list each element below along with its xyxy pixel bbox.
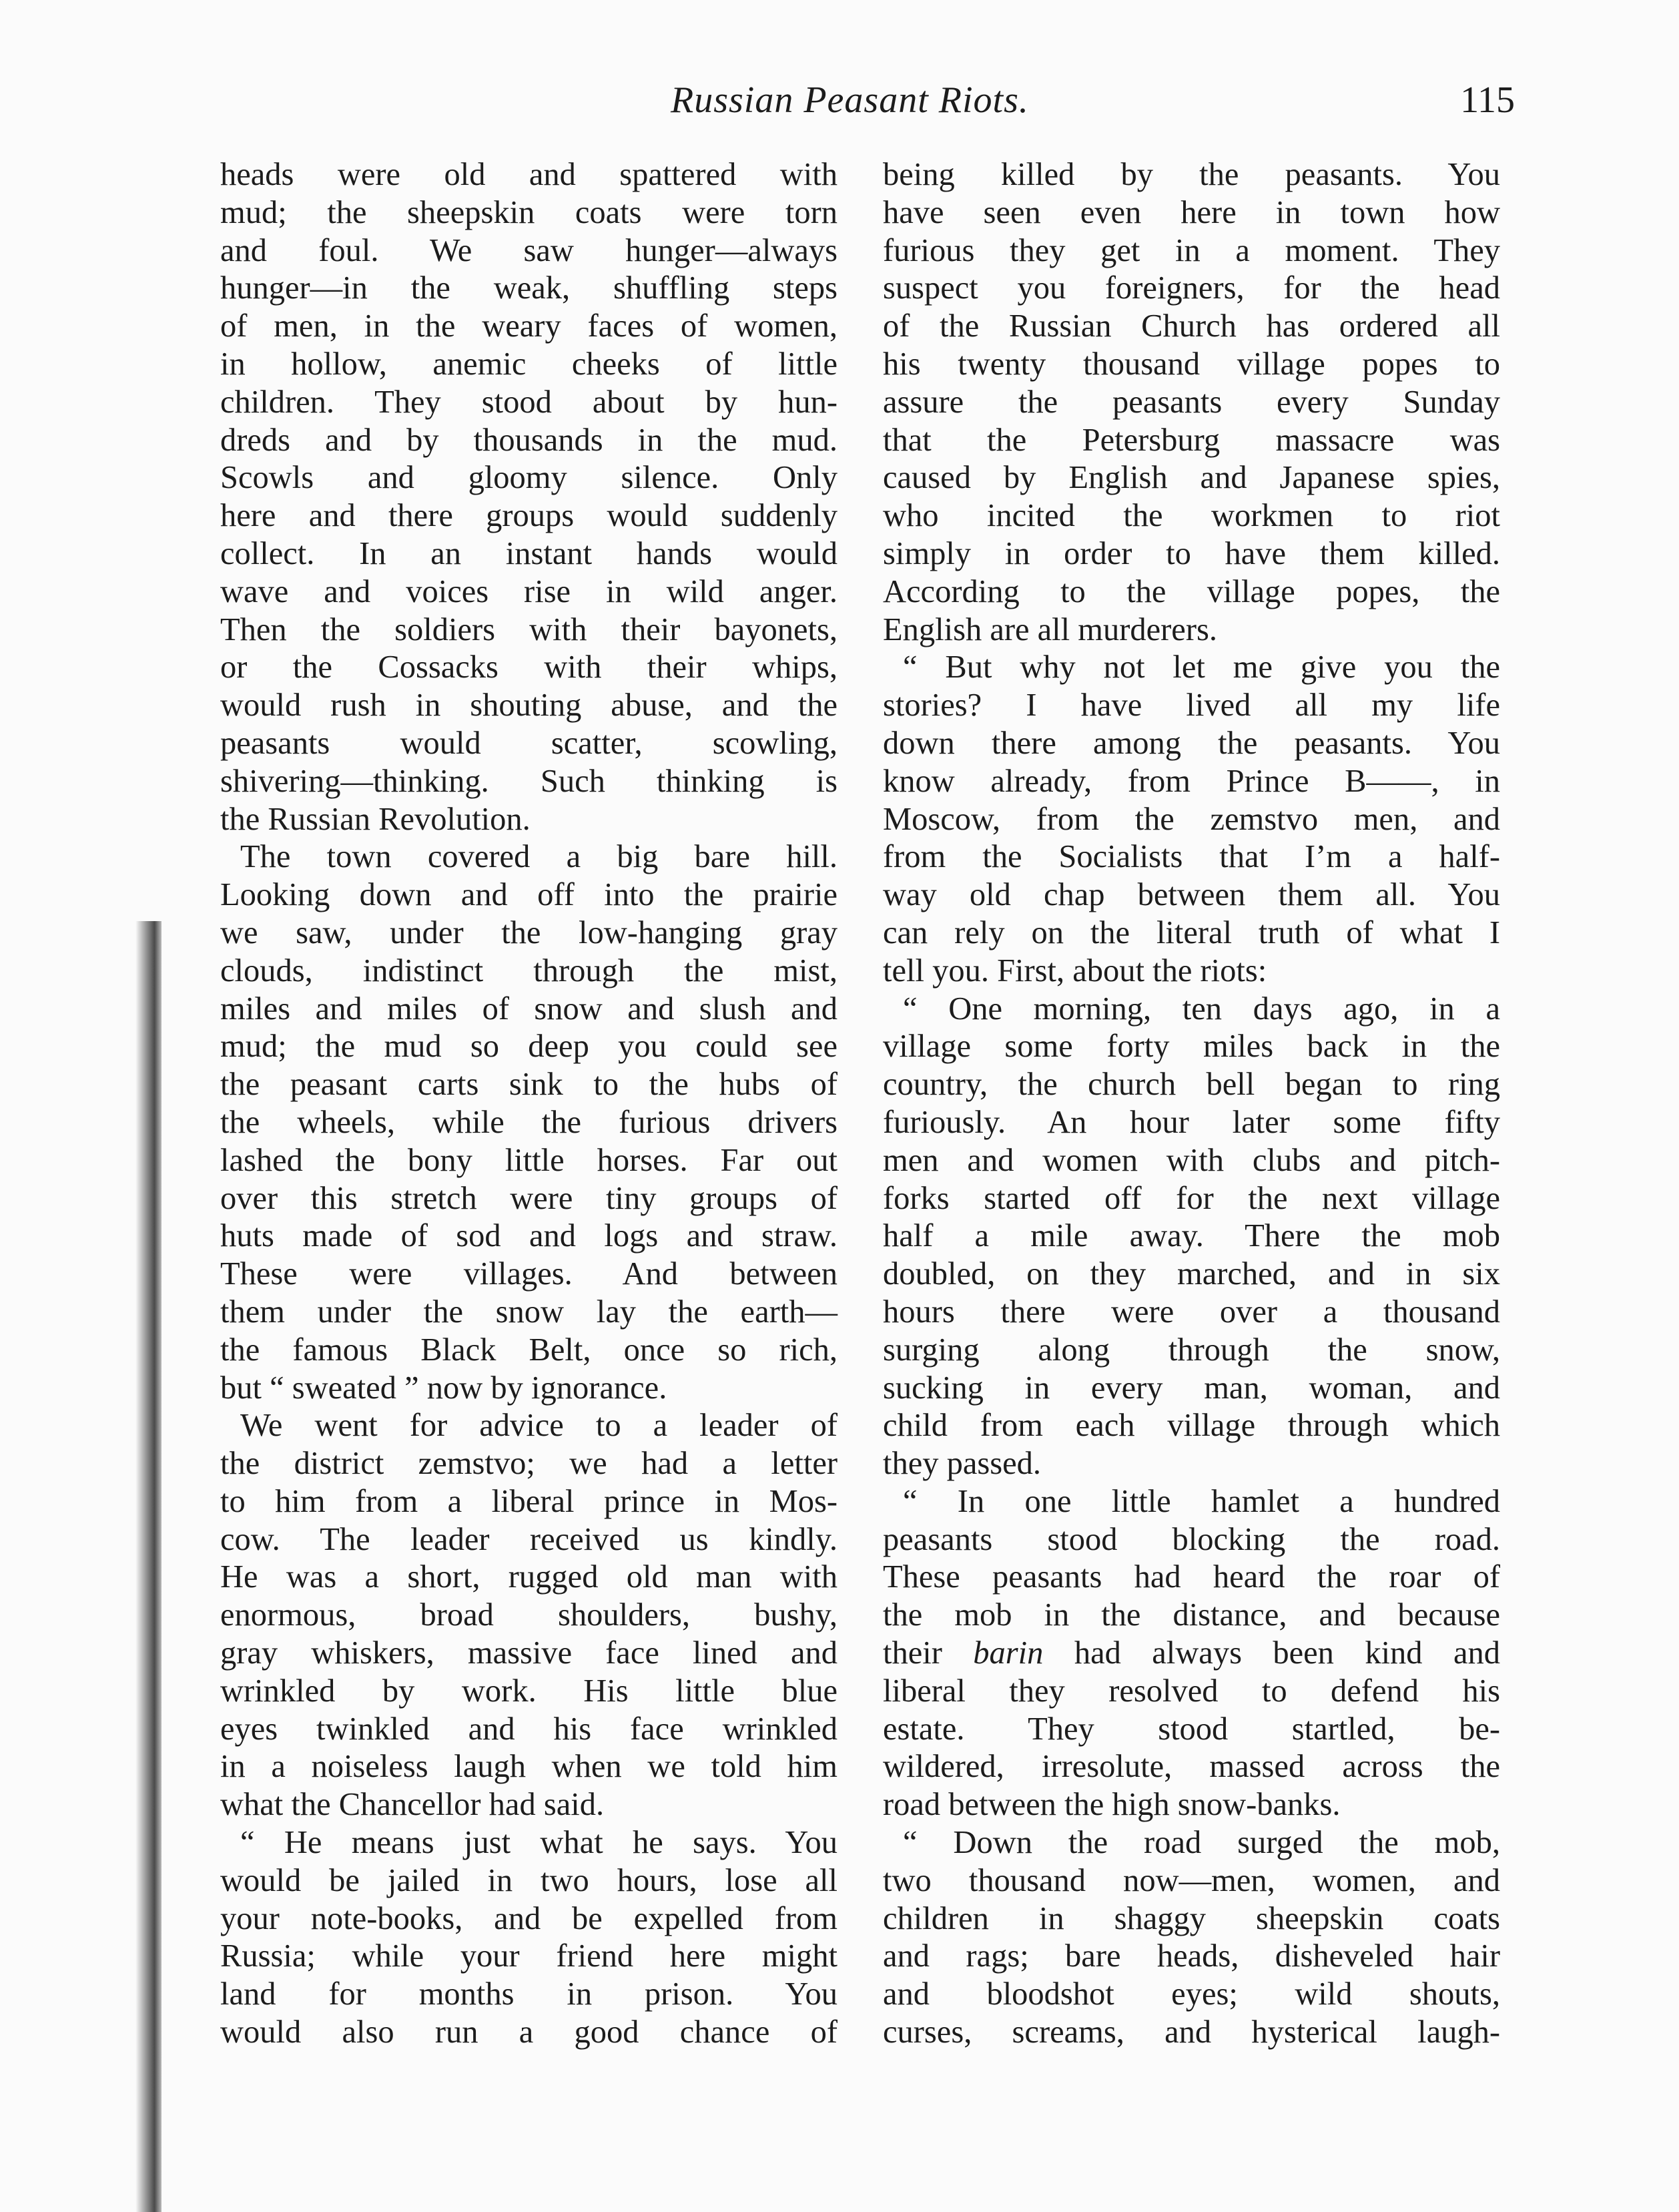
- text-line: “ Down the road surged the mob,: [903, 1825, 1500, 1861]
- text-line: they passed.: [883, 1446, 1042, 1482]
- text-line: land for months in prison. You: [220, 1976, 837, 2012]
- text-line: or the Cossacks with their whips,: [220, 649, 837, 685]
- text-line: “ In one little hamlet a hundred: [903, 1483, 1500, 1519]
- text-line: and rags; bare heads, disheveled hair: [883, 1938, 1500, 1974]
- text-line: curses, screams, and hysterical laugh-: [883, 2014, 1500, 2050]
- italic-word: barin: [973, 1635, 1044, 1671]
- text-line: of men, in the weary faces of women,: [220, 308, 837, 344]
- text-line: of the Russian Church has ordered all: [883, 308, 1500, 344]
- text-line: lashed the bony little horses. Far out: [220, 1142, 837, 1178]
- text-line: being killed by the peasants. You: [883, 157, 1500, 192]
- text-line: that the Petersburg massacre was: [883, 422, 1500, 458]
- text-line: over this stretch were tiny groups of: [220, 1180, 837, 1216]
- text-line: your note-books, and be expelled from: [220, 1900, 837, 1936]
- text-line: village some forty miles back in the: [883, 1029, 1500, 1065]
- text-line: Looking down and off into the prairie: [220, 877, 837, 913]
- text-line: the Russian Revolution.: [220, 801, 531, 837]
- text-line: them under the snow lay the earth—: [220, 1294, 837, 1330]
- text-line: here and there groups would suddenly: [220, 498, 837, 534]
- text-line: but “ sweated ” now by ignorance.: [220, 1370, 667, 1406]
- text-line: “ But why not let me give you the: [903, 649, 1500, 685]
- text-line: we saw, under the low-hanging gray: [220, 914, 837, 950]
- text-line: wave and voices rise in wild anger.: [220, 573, 837, 609]
- text-line: down there among the peasants. You: [883, 725, 1500, 761]
- running-title: Russian Peasant Riots.: [671, 79, 1029, 121]
- text-line: have seen even here in town how: [883, 194, 1500, 230]
- text-line: would rush in shouting abuse, and the: [220, 687, 837, 724]
- text-line: who incited the workmen to riot: [883, 498, 1500, 534]
- text-line: shivering—thinking. Such thinking is: [220, 763, 837, 799]
- text-line: dreds and by thousands in the mud.: [220, 422, 837, 458]
- page-number: 115: [1460, 79, 1515, 121]
- text-line: furiously. An hour later some fifty: [883, 1104, 1500, 1140]
- text-line: caused by English and Japanese spies,: [883, 460, 1500, 496]
- text-line: road between the high snow-banks.: [883, 1787, 1341, 1823]
- text-line: collect. In an instant hands would: [220, 535, 837, 571]
- text-line: half a mile away. There the mob: [883, 1218, 1500, 1254]
- text-line: the mob in the distance, and because: [883, 1597, 1500, 1633]
- text-line: He was a short, rugged old man with: [220, 1559, 837, 1595]
- text-line: mud; the sheepskin coats were torn: [220, 194, 837, 230]
- text-line: their barin had always been kind and: [883, 1635, 1500, 1671]
- text-line: peasants stood blocking the road.: [883, 1521, 1500, 1557]
- text-line: way old chap between them all. You: [883, 877, 1500, 913]
- text-line: estate. They stood startled, be-: [883, 1711, 1500, 1747]
- text-line: doubled, on they marched, and in six: [883, 1256, 1500, 1292]
- text-line: country, the church bell began to ring: [883, 1067, 1500, 1103]
- text-line: Scowls and gloomy silence. Only: [220, 460, 837, 496]
- text-line: the peasant carts sink to the hubs of: [220, 1067, 837, 1103]
- text-line: “ He means just what he says. You: [240, 1825, 837, 1861]
- text-column-left: [220, 156, 837, 2052]
- text-line: what the Chancellor had said.: [220, 1787, 605, 1823]
- text-column-right: [883, 156, 1500, 2052]
- text-line: furious they get in a moment. They: [883, 232, 1500, 268]
- text-line: his twenty thousand village popes to: [883, 346, 1500, 382]
- text-line: know already, from Prince B——, in: [883, 763, 1500, 799]
- text-line: in a noiseless laugh when we told him: [220, 1749, 837, 1785]
- text-line: clouds, indistinct through the mist,: [220, 952, 837, 989]
- text-line: hunger—in the weak, shuffling steps: [220, 270, 837, 306]
- text-line: to him from a liberal prince in Mos-: [220, 1483, 837, 1519]
- text-line: children. They stood about by hun-: [220, 384, 837, 420]
- text-line: the district zemstvo; we had a letter: [220, 1446, 837, 1482]
- text-line: miles and miles of snow and slush and: [220, 991, 837, 1027]
- text-line: suspect you foreigners, for the head: [883, 270, 1500, 306]
- text-line: the wheels, while the furious drivers: [220, 1104, 837, 1140]
- text-line: English are all murderers.: [883, 611, 1217, 647]
- text-line: stories? I have lived all my life: [883, 687, 1500, 724]
- text-line: cow. The leader received us kindly.: [220, 1521, 837, 1557]
- text-line: mud; the mud so deep you could see: [220, 1029, 837, 1065]
- text-line: would be jailed in two hours, lose all: [220, 1862, 837, 1898]
- text-line: surging along through the snow,: [883, 1332, 1500, 1368]
- text-line: liberal they resolved to defend his: [883, 1673, 1500, 1709]
- text-line: gray whiskers, massive face lined and: [220, 1635, 837, 1671]
- text-line: Russia; while your friend here might: [220, 1938, 837, 1974]
- text-line: These were villages. And between: [220, 1256, 837, 1292]
- text-line: According to the village popes, the: [883, 573, 1500, 609]
- text-line: assure the peasants every Sunday: [883, 384, 1500, 420]
- text-line: two thousand now—men, women, and: [883, 1862, 1500, 1898]
- text-line: tell you. First, about the riots:: [883, 952, 1267, 989]
- text-line: huts made of sod and logs and straw.: [220, 1218, 837, 1254]
- text-line: in hollow, anemic cheeks of little: [220, 346, 837, 382]
- text-line: “ One morning, ten days ago, in a: [903, 991, 1500, 1027]
- text-line: wrinkled by work. His little blue: [220, 1673, 837, 1709]
- text-line: The town covered a big bare hill.: [240, 839, 837, 875]
- text-line: children in shaggy sheepskin coats: [883, 1900, 1500, 1936]
- text-line: wildered, irresolute, massed across the: [883, 1749, 1500, 1785]
- text-line: Then the soldiers with their bayonets,: [220, 611, 837, 647]
- text-line: the famous Black Belt, once so rich,: [220, 1332, 837, 1368]
- text-line: and bloodshot eyes; wild shouts,: [883, 1976, 1500, 2012]
- text-line: can rely on the literal truth of what I: [883, 914, 1500, 950]
- text-line: simply in order to have them killed.: [883, 535, 1500, 571]
- text-line: Moscow, from the zemstvo men, and: [883, 801, 1500, 837]
- text-line: would also run a good chance of: [220, 2014, 837, 2050]
- text-line: men and women with clubs and pitch-: [883, 1142, 1500, 1178]
- text-line: eyes twinkled and his face wrinkled: [220, 1711, 837, 1747]
- page-binding-edge: [75, 921, 161, 2212]
- text-line: and foul. We saw hunger—always: [220, 232, 837, 268]
- text-line: sucking in every man, woman, and: [883, 1370, 1500, 1406]
- text-line: enormous, broad shoulders, bushy,: [220, 1597, 837, 1633]
- text-line: We went for advice to a leader of: [240, 1408, 837, 1444]
- page-header: [220, 79, 1515, 125]
- text-line: child from each village through which: [883, 1408, 1500, 1444]
- text-line: These peasants had heard the roar of: [883, 1559, 1500, 1595]
- text-line: forks started off for the next village: [883, 1180, 1500, 1216]
- text-line: peasants would scatter, scowling,: [220, 725, 837, 761]
- text-line: heads were old and spattered with: [220, 157, 837, 192]
- text-line: hours there were over a thousand: [883, 1294, 1500, 1330]
- text-line: from the Socialists that I’m a half-: [883, 839, 1500, 875]
